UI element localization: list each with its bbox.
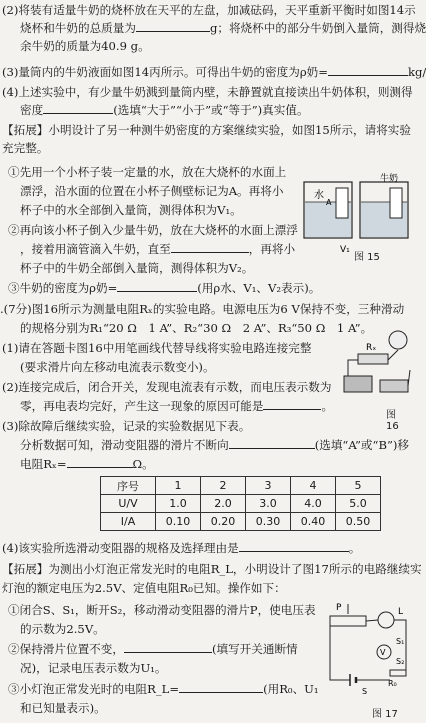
fig17-s2-label: S₂	[396, 657, 405, 666]
table-cell: 0.50	[336, 513, 381, 531]
answer-blank-density[interactable]	[328, 64, 408, 76]
extension-line2: 充完整。	[2, 141, 49, 155]
table-row	[101, 495, 381, 513]
answer-blank-direction[interactable]	[229, 437, 315, 449]
small-cup-right	[390, 188, 402, 218]
rx-q3-text-b: (选填“A”或“B”)移	[314, 438, 410, 452]
table-cell: 4.0	[291, 495, 336, 513]
lamp-step2-text-a: ②保持滑片位置不变，	[8, 642, 124, 656]
rx-question-line2: 的规格分别为R₁“20 Ω 1 A”、R₂“30 Ω 2 A”、R₃“50 Ω 1 A”。	[20, 321, 373, 335]
q4-line1: (4)上述实验中，有少量牛奶溅到量筒内壁，未静置就直接读出牛奶体积，则测得	[2, 85, 413, 99]
step2-line1: ②再向该小杯子倒入少量牛奶，放在大烧杯的水面上漂浮	[8, 223, 298, 237]
step1-line3: 杯子中的水全部倒入量筒，测得体积为V₁。	[20, 203, 242, 217]
lamp-step1-line1: ①闭合S、S₁，断开S₂，移动滑动变阻器的滑片P，使电压表	[8, 603, 316, 617]
q3-line	[2, 64, 426, 80]
fig15-mark-a: A	[326, 198, 332, 207]
lamp-step1-line2: 的示数为2.5V。	[20, 622, 105, 636]
rx-q2-line2	[20, 398, 333, 414]
fig17-s-label: S	[362, 687, 368, 696]
fig16-rx-label: Rₓ	[366, 343, 377, 353]
lamp-step3-line2: 和已知量表示)。	[20, 701, 106, 715]
q3-unit: kg/	[407, 65, 426, 79]
table-cell: 1.0	[156, 495, 201, 513]
resistor-rx	[358, 354, 388, 364]
fig15-v1-label: V₁	[340, 245, 350, 255]
answer-blank-switch[interactable]	[124, 641, 212, 653]
q2-line1: (2)将装有适量牛奶的烧杯放在天平的左盘，加减砝码，天平重新平衡时如图14示	[2, 3, 416, 17]
table-row	[101, 477, 381, 495]
fig16-caption: 图 16	[386, 410, 399, 432]
rx-q2-text: 零，再电表均完好，产生这一现象的原因可能是	[20, 399, 264, 413]
lamp-step2-line1	[8, 641, 298, 657]
meter-icon	[389, 331, 407, 349]
rx-q3-line2	[20, 437, 409, 453]
rheostat-icon	[380, 380, 408, 392]
answer-blank-resistance[interactable]	[67, 456, 133, 468]
step3-text-a: ③牛奶的密度为ρ奶=	[8, 281, 118, 295]
small-cup-left	[336, 188, 348, 218]
table-header-cell: 序号	[101, 477, 156, 495]
q2-line3: 余牛奶的质量为40.9 g。	[20, 39, 150, 53]
table-header-cell: 1	[156, 477, 201, 495]
rx-q3-line3	[20, 456, 154, 472]
rx-q4-end: 。	[348, 541, 361, 555]
step2-text-a: ，接着用滴管滴入牛奶，直至	[20, 242, 171, 256]
rx-q2-line1: (2)连接完成后，闭合开关，发现电流表有示数，而电压表示数为	[2, 380, 332, 394]
fig15-water-label: 水	[314, 190, 324, 201]
answer-blank-rheostat[interactable]	[239, 540, 349, 552]
q4-text-a: 密度	[20, 103, 44, 117]
step2-text-b: ，再将小	[248, 242, 296, 256]
answer-blank-compare[interactable]	[43, 102, 113, 114]
step3-text-b: (用ρ水、V₁、V₂表示)。	[197, 281, 321, 295]
fig15-milk-label: 牛奶	[380, 174, 399, 184]
extension-line1: 【拓展】小明设计了另一种测牛奶密度的方案继续实验，如图15所示，请将实验	[2, 123, 411, 137]
data-table	[100, 476, 381, 531]
table-row	[101, 513, 381, 531]
q3-text: (3)量筒内的牛奶液面如图14丙所示。可得出牛奶的密度为ρ奶=	[2, 65, 328, 79]
rheostat-symbol	[330, 616, 366, 626]
table-cell: 3.0	[246, 495, 291, 513]
answer-blank-mass[interactable]	[136, 20, 210, 32]
figure-16	[340, 330, 411, 408]
answer-blank-until[interactable]	[171, 241, 249, 253]
step1-line2: 漂浮，沿水面的位置在小杯子侧壁标记为A。再将小	[20, 184, 284, 198]
rx-q3-text-a: 分析数据可知，滑动变阻器的滑片不断向	[20, 438, 229, 452]
table-cell: 0.40	[291, 513, 336, 531]
figure-17	[326, 600, 411, 700]
lamp-step2-line2: 况)，记录电压表示数为U₁。	[20, 661, 167, 675]
lamp-step3-text-a: ③小灯泡正常发光时的电阻R_L=	[8, 682, 180, 696]
rx-q3-unit: Ω。	[132, 457, 154, 471]
table-cell: 5.0	[336, 495, 381, 513]
rx-q4-text: (4)该实验所选滑动变阻器的规格及选择理由是	[2, 541, 239, 555]
resistor-r0	[390, 670, 406, 676]
q2-line2	[20, 20, 426, 36]
table-cell: 2.0	[201, 495, 246, 513]
table-header-cell: 5	[336, 477, 381, 495]
table-cell: 0.10	[156, 513, 201, 531]
rx-q3-text-c: 电阻Rₓ=	[20, 457, 67, 471]
step3-line	[8, 280, 320, 296]
answer-blank-lamp-resistance[interactable]	[179, 681, 263, 693]
step2-line2	[20, 241, 295, 257]
fig17-l-label: L	[398, 607, 404, 617]
step1-line1: ①先用一个小杯子装一定量的水，放在大烧杯的水面上	[8, 165, 287, 179]
table-header-cell: 2	[201, 477, 246, 495]
fig17-p-label: P	[336, 603, 342, 613]
q2-text-a: 烧杯和牛奶的总质量为	[20, 21, 136, 35]
fig17-wires	[330, 620, 406, 680]
table-cell: 0.30	[246, 513, 291, 531]
lamp-step2-text-b: (填写开关通断情	[211, 642, 298, 656]
fig17-s1-label: S₁	[396, 637, 405, 646]
q2-text-b: g；将烧杯中的部分牛奶倒入量筒，测得烧	[209, 21, 426, 35]
rx-q1-line2: (要求滑片向左移动电流表示数变小)。	[20, 360, 215, 374]
q4-text-b: (选填“大于”“小于”或“等于”)真实值。	[113, 103, 309, 117]
fig17-caption: 图 17	[372, 709, 398, 720]
rx-question-line1: .(7分)图16所示为测量电阻Rₓ的实验电路。电源电压为6 V保持不变，三种滑动	[0, 302, 405, 316]
rx-q3-line1: (3)除故障后继续实验，记录的实验数据见下表。	[2, 419, 251, 433]
q4-line2	[20, 102, 309, 118]
lamp-extension-line2: 灯泡的额定电压为2.5V、定值电阻R₀已知。操作如下：	[2, 581, 286, 595]
lamp-step3-text-b: (用R₀、U₁	[263, 682, 319, 696]
rx-q2-end: 。	[321, 399, 334, 413]
fig15-caption: 图 15	[354, 252, 380, 263]
figure-15	[300, 168, 411, 260]
answer-blank-fault[interactable]	[263, 398, 321, 410]
table-header-cell: 4	[291, 477, 336, 495]
lamp-icon	[378, 612, 394, 628]
fig17-r0-label: R₀	[388, 679, 397, 688]
rx-q1-line1: (1)请在答题卡图16中用笔画线代替导线将实验电路连接完整	[2, 341, 312, 355]
lamp-step3-line1	[8, 681, 319, 697]
fig17-v-label: V	[380, 648, 386, 657]
battery-icon	[344, 376, 372, 392]
table-header-cell: 3	[246, 477, 291, 495]
lamp-extension-line1: 【拓展】为测出小灯泡正常发光时的电阻R_L，小明设计了图17所示的电路继续实	[2, 562, 422, 576]
rx-q4-line	[2, 540, 360, 556]
answer-blank-milk-density[interactable]	[117, 280, 197, 292]
table-cell: U/V	[101, 495, 156, 513]
step2-line3: 杯子中的牛奶全部倒入量筒，测得体积为V₂。	[20, 261, 254, 275]
table-cell: I/A	[101, 513, 156, 531]
table-cell: 0.20	[201, 513, 246, 531]
